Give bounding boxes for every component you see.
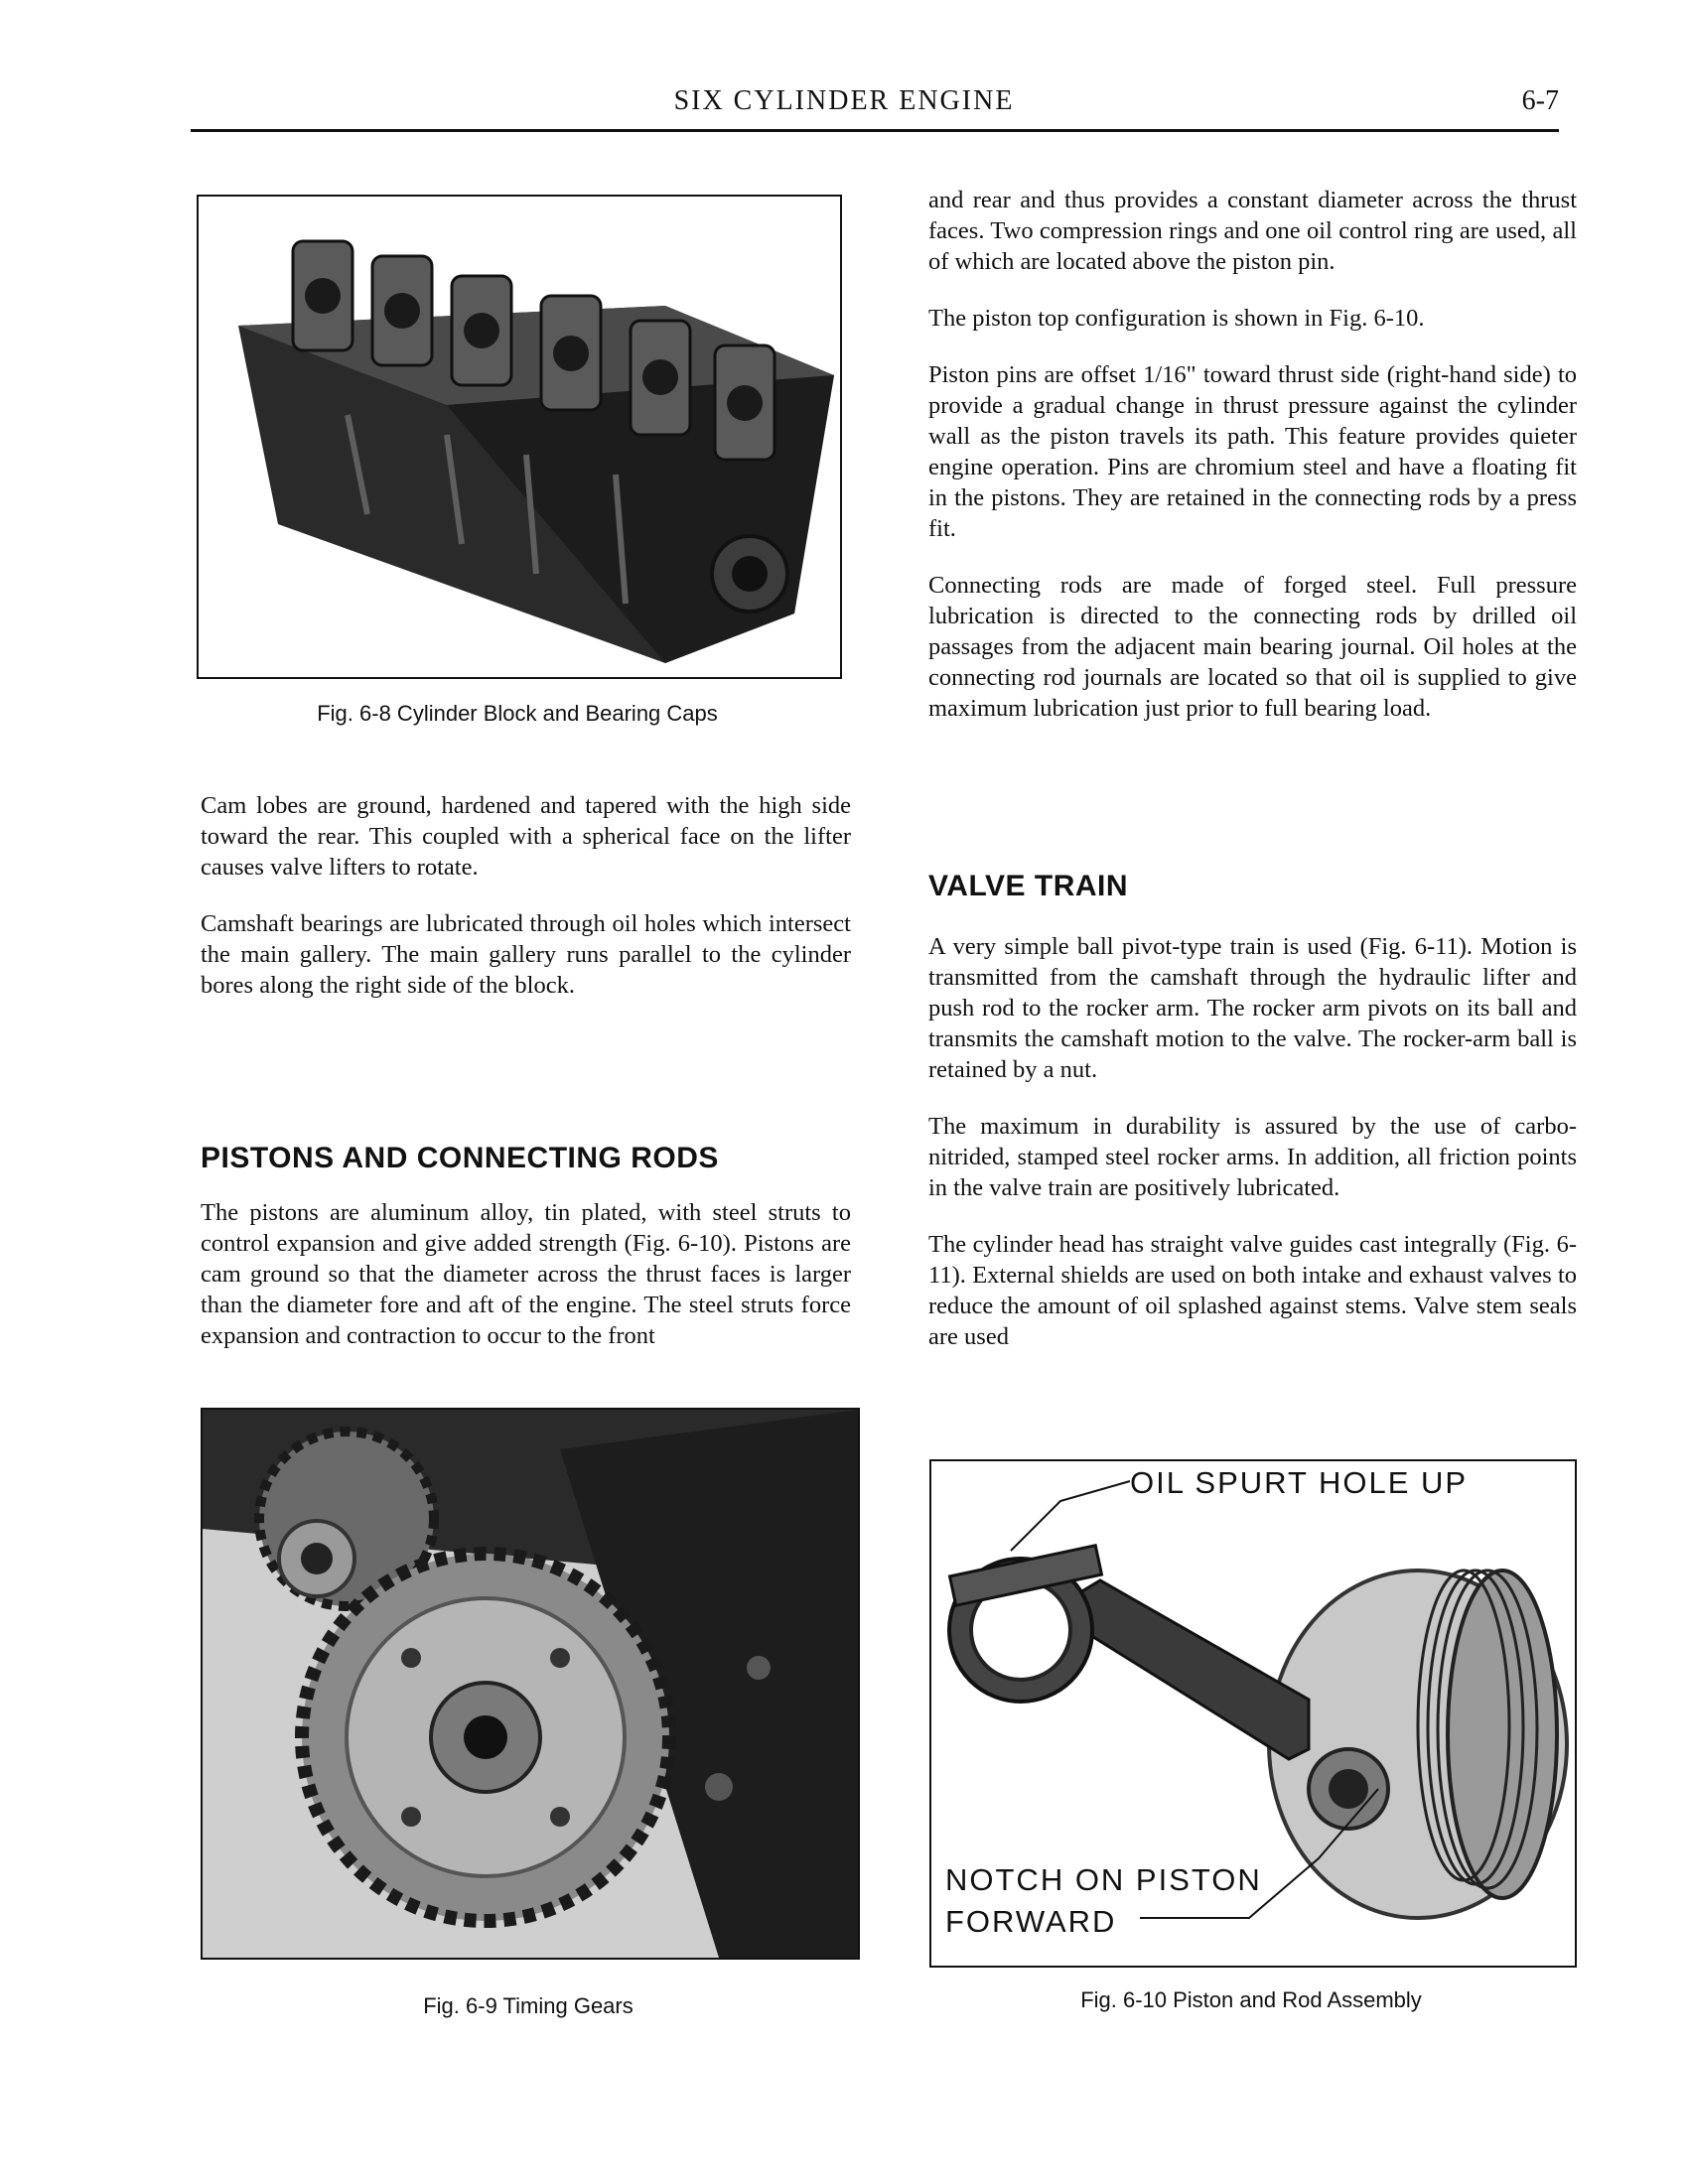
paragraph-connecting-rods: Connecting rods are made of forged steel. Full pressure lubrication is directed to the connecting rods by drilled oil passages from the adjacent main bearing journal. Oil holes at the connecting rod journals are located so that oil is supplied to give maximum lubrication just prior to full bearing load. [928,572,1577,722]
left-column-lower [201,1197,851,1377]
caption-fig-6-8: Fig. 6-8 Cylinder Block and Bearing Caps [317,701,718,726]
running-header-title: SIX CYLINDER ENGINE [673,85,1015,116]
paragraph-pistons: The pistons are aluminum alloy, tin plated, with steel struts to control expansion and give added strength (Fig. 6-10). Pistons are cam ground so that the diameter across the thrust faces is larger than the diameter fore and aft of the engine. The steel struts force expansion and contraction to occur to the front [201,1199,851,1349]
heading-pistons-connecting-rods: PISTONS AND CONNECTING RODS [201,1142,719,1174]
paragraph-cylinder-head: The cylinder head has straight valve guides cast integrally (Fig. 6-11). External shields are used on both intake and exhaust valves to reduce the amount of oil splashed against stems. Valve stem seals are used [928,1231,1577,1350]
timing-gears-illustration [203,1410,858,1958]
paragraph-piston-pins: Piston pins are offset 1/16" toward thrust side (right-hand side) to provide a gradual change in thrust pressure against the cylinder wall as the piston travels its path. This feature provides quieter engine operation. Pins are chromium steel and have a floating fit in the pistons. They are retained in the connecting rods by a press fit. [928,361,1577,542]
paragraph-camshaft-bearings: Camshaft bearings are lubricated through oil holes which intersect the main gallery. The main gallery runs parallel to the cylinder bores along the right side of the block. [201,910,851,999]
cylinder-block-illustration [199,197,840,677]
figure-piston-rod-assembly [929,1459,1577,1968]
figure-cylinder-block [197,195,842,679]
right-column-upper [928,185,1577,750]
left-column-upper [201,790,851,1026]
paragraph-continued: and rear and thus provides a constant diameter across the thrust faces. Two compression rings and one oil control ring are used, all of which are located above the piston pin. [928,187,1577,275]
paragraph-cam-lobes: Cam lobes are ground, hardened and tapered with the high side toward the rear. This coupled with a spherical face on the lifter causes valve lifters to rotate. [201,792,851,881]
label-oil-spurt-hole: OIL SPURT HOLE UP [1130,1465,1469,1500]
caption-fig-6-10: Fig. 6-10 Piston and Rod Assembly [1080,1987,1422,2012]
right-column-lower [928,931,1577,1378]
header-rule [191,129,1559,132]
caption-fig-6-9: Fig. 6-9 Timing Gears [423,1993,633,2018]
figure-timing-gears [201,1408,860,1960]
paragraph-durability: The maximum in durability is assured by the use of carbo-nitrided, stamped steel rocker arms. In addition, all friction points in the valve train are positively lubricated. [928,1113,1577,1201]
heading-valve-train: VALVE TRAIN [928,870,1129,902]
label-forward: FORWARD [945,1904,1117,1939]
paragraph-piston-top: The piston top configuration is shown in Fig. 6-10. [928,305,1425,332]
label-notch-on-piston: NOTCH ON PISTON [945,1862,1262,1897]
paragraph-valve-train: A very simple ball pivot-type train is used (Fig. 6-11). Motion is transmitted from the camshaft through the hydraulic lifter and push rod to the rocker arm. The rocker arm pivots on its ball and transmits the camshaft motion to the valve. The rocker-arm ball is retained by a nut. [928,933,1577,1083]
page-number: 6-7 [1521,85,1559,116]
